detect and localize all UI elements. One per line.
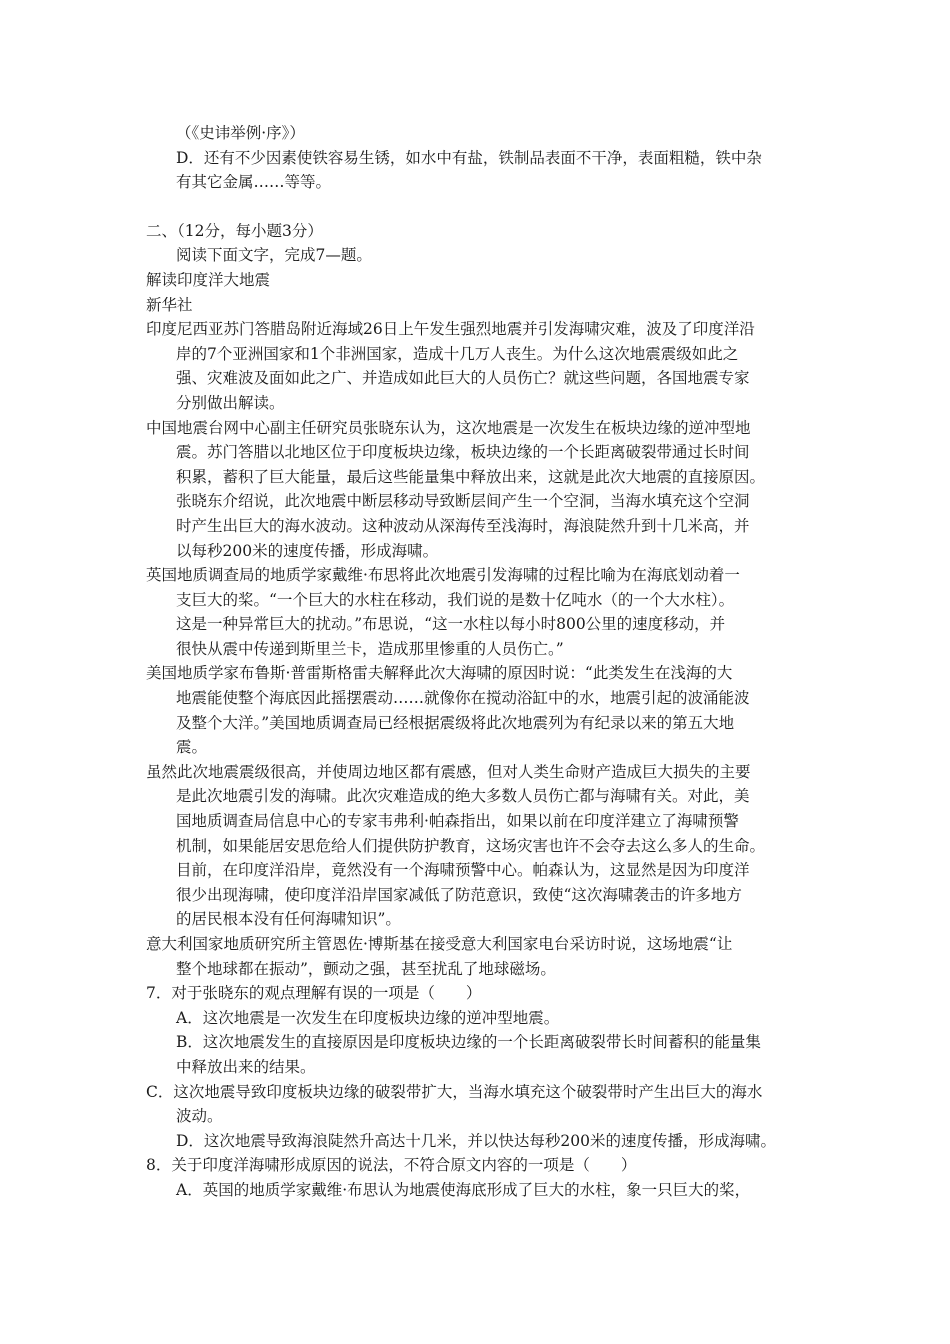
question-7-option-b-line-1: B．这次地震发生的直接原因是印度板块边缘的一个长距离破裂带长时间蓄积的能量集 (176, 1033, 761, 1052)
paragraph-line: 整个地球都在振动”，颤动之强，甚至扰乱了地球磁场。 (176, 959, 556, 978)
question-8-stem: 8．关于印度洋海啸形成原因的说法，不符合原文内容的一项是（ ） (146, 1156, 637, 1175)
question-8-option-a: A．英国的地质学家戴维·布思认为地震使海底形成了巨大的水柱，象一只巨大的桨， (176, 1180, 751, 1199)
citation-line: （《史讳举例·序》） (176, 124, 305, 142)
question-7-option-b-line-2: 中释放出来的结果。 (176, 1057, 316, 1076)
paragraph-line: 积累，蓄积了巨大能量，最后这些能量集中释放出来，这就是此次大地震的直接原因。 (176, 467, 766, 486)
paragraph-line: 是此次地震引发的海啸。此次灾难造成的绝大多数人员伤亡都与海啸有关。对此，美 (176, 787, 750, 806)
article-paragraph-2 (146, 416, 818, 564)
question-7-option-c-line-2: 波动。 (176, 1107, 223, 1126)
paragraph-line: 支巨大的桨。“一个巨大的水柱在移动，我们说的是数十亿吨水（的一个大水柱）。 (176, 590, 735, 609)
paragraph-line: 印度尼西亚苏门答腊岛附近海域26日上午发生强烈地震并引发海啸灾难，波及了印度洋沿 (146, 320, 755, 339)
question-7-option-c-line-1: C．这次地震导致印度板块边缘的破裂带扩大，当海水填充这个破裂带时产生出巨大的海水 (146, 1082, 763, 1101)
paragraph-line: 这是一种异常巨大的扰动。”布思说，“这一水柱以每小时800公里的速度移动，并 (176, 615, 726, 634)
article-paragraph-5 (146, 760, 818, 932)
paragraph-line: 震。苏门答腊以北地区位于印度板块边缘，板块边缘的一个长距离破裂带通过长时间 (176, 443, 750, 462)
paragraph-line: 很少出现海啸，使印度洋沿岸国家减低了防范意识，致使“这次海啸袭击的许多地方 (176, 885, 742, 904)
question-7-option-d: D．这次地震导致海浪陡然升高达十几米，并以快达每秒200米的速度传播，形成海啸。 (176, 1131, 777, 1150)
paragraph-line: 分别做出解读。 (176, 393, 285, 412)
question-8 (146, 1153, 818, 1202)
paragraph-line: 意大利国家地质研究所主管恩佐·博斯基在接受意大利国家电台采访时说，这场地震“让 (146, 935, 733, 953)
option-d-line-1: D．还有不少因素使铁容易生锈，如水中有盐，铁制品表面不干净，表面粗糙，铁中杂 (176, 148, 762, 167)
section-heading: 二、（12分，每小题3分） (146, 221, 323, 240)
paragraph-line: 虽然此次地震震级很高，并使周边地区都有震感，但对人类生命财产造成巨大损失的主要 (146, 762, 751, 781)
section-instruction: 阅读下面文字，完成7—题。 (176, 246, 372, 265)
article-source: 新华社 (146, 295, 193, 314)
paragraph-line: 目前，在印度洋沿岸，竟然没有一个海啸预警中心。帕森认为，这显然是因为印度洋 (176, 861, 750, 880)
paragraph-line: 中国地震台网中心副主任研究员张晓东认为，这次地震是一次发生在板块边缘的逆冲型地 (146, 418, 751, 437)
article-paragraph-6 (146, 932, 818, 981)
article-paragraph-1 (146, 317, 818, 415)
paragraph-line: 机制，如果能居安思危给人们提供防护教育，这场灾害也许不会夺去这么多人的生命。 (176, 836, 766, 855)
question-7-option-a: A．这次地震是一次发生在印度板块边缘的逆冲型地震。 (176, 1008, 560, 1027)
paragraph-line: 震。 (176, 738, 208, 757)
paragraph-line: 时产生出巨大的海水波动。这种波动从深海传至浅海时，海浪陡然升到十几米高，并 (176, 516, 750, 535)
paragraph-line: 张晓东介绍说，此次地震中断层移动导致断层间产生一个空洞，当海水填充这个空洞 (176, 492, 750, 511)
article-paragraph-3 (146, 563, 818, 661)
paragraph-line: 的居民根本没有任何海啸知识”。 (176, 910, 401, 929)
paragraph-line: 岸的7个亚洲国家和1个非洲国家，造成十几万人丧生。为什么这次地震震级如此之 (176, 344, 739, 363)
option-d-line-2: 有其它金属……等等。 (176, 173, 332, 192)
paragraph-line: 及整个大洋。”美国地质调查局已经根据震级将此次地震列为有纪录以来的第五大地 (176, 713, 735, 732)
paragraph-line: 很快从震中传递到斯里兰卡，造成那里惨重的人员伤亡。” (176, 639, 564, 658)
spacer (146, 195, 818, 219)
article-paragraph-4 (146, 661, 818, 759)
paragraph-line: 美国地质学家布鲁斯·普雷斯格雷夫解释此次大海啸的原因时说：“此类发生在浅海的大 (146, 664, 733, 683)
question-7 (146, 981, 818, 1153)
question-7-stem: 7．对于张晓东的观点理解有误的一项是（ ） (146, 984, 482, 1003)
document-page (146, 121, 818, 1203)
paragraph-line: 地震能使整个海底因此摇摆震动……就像你在搅动浴缸中的水，地震引起的波涌能波 (176, 689, 750, 708)
article-title: 解读印度洋大地震 (146, 270, 271, 289)
paragraph-line: 国地质调查局信息中心的专家韦弗利·帕森指出，如果以前在印度洋建立了海啸预警 (176, 812, 739, 831)
paragraph-line: 以每秒200米的速度传播，形成海啸。 (176, 541, 439, 560)
paragraph-line: 英国地质调查局的地质学家戴维·布思将此次地震引发海啸的过程比喻为在海底划动着一 (146, 566, 740, 585)
paragraph-line: 强、灾难波及面如此之广、并造成如此巨大的人员伤亡？就这些问题，各国地震专家 (176, 369, 750, 388)
